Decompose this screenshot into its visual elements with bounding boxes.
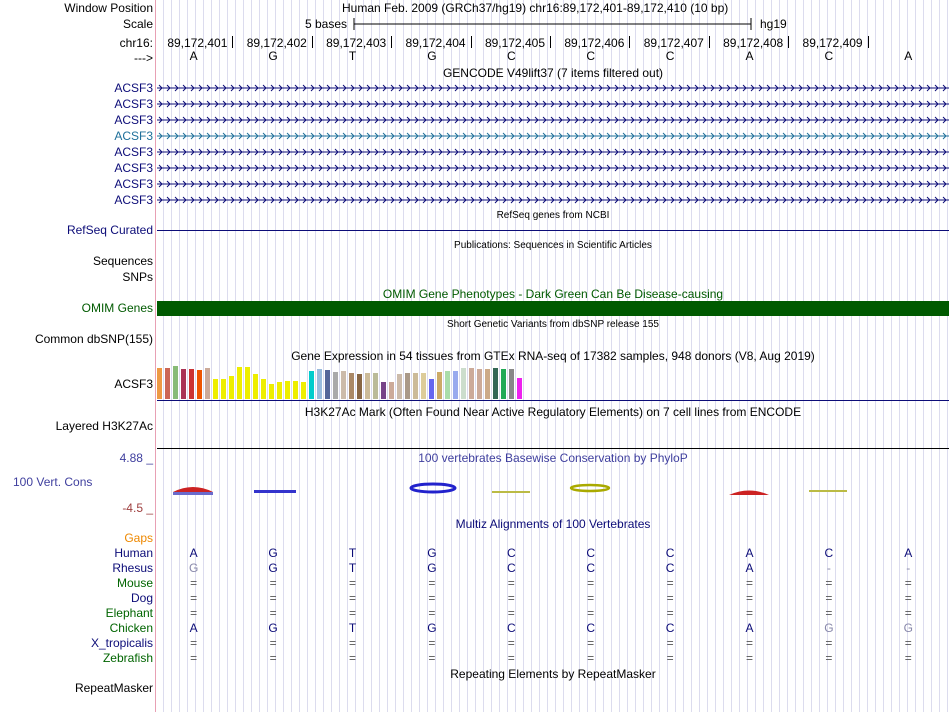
gtex-tissue-bar[interactable]	[277, 382, 282, 399]
alignment-base: =	[587, 591, 595, 605]
alignment-base: -	[906, 561, 911, 575]
scale-text: 5 bases	[305, 17, 348, 31]
coordinate-label: 89,172,403	[326, 36, 387, 50]
coordinate-label: 89,172,405	[484, 36, 545, 50]
chr-label: chr16:	[119, 36, 153, 50]
gtex-tissue-bar[interactable]	[373, 373, 378, 399]
multiz-track-title[interactable]: Multiz Alignments of 100 Vertebrates	[455, 517, 651, 531]
gtex-tissue-bar[interactable]	[197, 370, 202, 399]
alignment-base: C	[665, 621, 675, 635]
gtex-tissue-bar[interactable]	[453, 371, 458, 399]
scale-bar	[353, 17, 753, 31]
gtex-tissue-bar[interactable]	[477, 369, 482, 399]
gencode-track-title[interactable]: GENCODE V49lift37 (7 items filtered out)	[442, 66, 664, 80]
alignment-base: =	[269, 651, 277, 665]
alignment-base: =	[825, 636, 833, 650]
gtex-tissue-bar[interactable]	[245, 367, 250, 399]
gencode-transcript-label[interactable]: ACSF3	[114, 193, 153, 207]
phylop-logo-a-1-base	[173, 492, 213, 495]
alignment-base: =	[348, 636, 356, 650]
coordinate-label: 89,172,408	[723, 36, 784, 50]
alignment-base: A	[189, 546, 198, 560]
repeatmasker-track-title[interactable]: Repeating Elements by RepeatMasker	[450, 667, 656, 681]
gaps-label[interactable]: Gaps	[124, 531, 153, 545]
alignment-base: =	[428, 606, 436, 620]
gtex-tissue-bar[interactable]	[293, 381, 298, 399]
gtex-tissue-bar[interactable]	[309, 371, 314, 399]
base-letter: C	[824, 49, 834, 63]
alignment-base: T	[348, 621, 357, 635]
alignment-base: C	[824, 546, 834, 560]
alignment-base: =	[587, 576, 595, 590]
gtex-tissue-bar[interactable]	[397, 374, 402, 399]
gencode-transcript-line[interactable]	[157, 82, 949, 94]
alignment-base: A	[745, 561, 754, 575]
publications-track-title[interactable]: Publications: Sequences in Scientific Articles	[454, 240, 652, 251]
alignment-base: A	[745, 621, 754, 635]
alignment-base: =	[269, 606, 277, 620]
h3k27ac-label[interactable]: Layered H3K27Ac	[55, 419, 153, 433]
gencode-transcript-line[interactable]	[157, 130, 949, 142]
species-label[interactable]: Rhesus	[112, 561, 153, 575]
phylop-logo-a-1	[173, 487, 213, 492]
position-title: Human Feb. 2009 (GRCh37/hg19) chr16:89,172,401-89,172,410 (10 bp)	[342, 1, 729, 15]
dbsnp-label[interactable]: Common dbSNP(155)	[34, 332, 153, 346]
coordinate-label: 89,172,402	[246, 36, 307, 50]
phylop-logo-g-4	[411, 484, 455, 492]
alignment-base: =	[428, 591, 436, 605]
gtex-tissue-bar[interactable]	[317, 369, 322, 399]
base-letter: G	[427, 49, 437, 63]
phylop-label[interactable]: 100 Vert. Cons	[13, 475, 93, 489]
gtex-tissue-bar[interactable]	[389, 382, 394, 399]
alignment-base: =	[587, 636, 595, 650]
gtex-tissue-bar[interactable]	[461, 368, 466, 399]
base-letter: C	[665, 49, 675, 63]
phylop-max-label: 4.88 _	[119, 451, 153, 465]
h3k27ac-track-title[interactable]: H3K27Ac Mark (Often Found Near Active Regulatory Elements) on 7 cell lines from ENCODE	[304, 405, 802, 419]
alignment-base: C	[665, 561, 675, 575]
gencode-transcript-line[interactable]	[157, 114, 949, 126]
gencode-transcript-line[interactable]	[157, 194, 949, 206]
alignment-base: =	[904, 606, 912, 620]
alignment-base: =	[666, 606, 674, 620]
alignment-base: =	[825, 606, 833, 620]
gtex-tissue-bar[interactable]	[229, 376, 234, 399]
alignment-base: =	[507, 651, 515, 665]
gtex-tissue-bar[interactable]	[301, 382, 306, 399]
alignment-base: T	[348, 561, 357, 575]
species-label[interactable]: Dog	[130, 591, 153, 605]
gtex-tissue-bar[interactable]	[325, 370, 330, 399]
alignment-base: T	[348, 546, 357, 560]
alignment-base: =	[904, 576, 912, 590]
alignment-base: =	[904, 636, 912, 650]
dbsnp-track-title[interactable]: Short Genetic Variants from dbSNP release 155	[447, 319, 659, 330]
base-letter: T	[348, 49, 357, 63]
gencode-transcript-label[interactable]: ACSF3	[114, 97, 153, 111]
alignment-base: =	[190, 636, 198, 650]
gtex-tissue-bar[interactable]	[509, 369, 514, 399]
gtex-tissue-bar[interactable]	[437, 372, 442, 399]
alignment-base: =	[666, 591, 674, 605]
window-position-label: Window Position	[64, 1, 153, 15]
alignment-base: =	[745, 606, 753, 620]
omim-track-title[interactable]: OMIM Gene Phenotypes - Dark Green Can Be Disease-causing	[382, 287, 724, 301]
gencode-transcript-line[interactable]	[157, 98, 949, 110]
base-letter: C	[506, 49, 516, 63]
alignment-base: =	[587, 651, 595, 665]
gtex-tissue-bar[interactable]	[221, 379, 226, 399]
alignment-base: A	[189, 621, 198, 635]
phylop-min-label: -4.5 _	[122, 501, 153, 515]
species-label[interactable]: Chicken	[109, 621, 153, 635]
gencode-transcript-label[interactable]: ACSF3	[114, 129, 153, 143]
alignment-base: =	[348, 576, 356, 590]
alignment-base: =	[745, 636, 753, 650]
gtex-tissue-bar[interactable]	[501, 369, 506, 399]
gencode-transcript-label[interactable]: ACSF3	[114, 81, 153, 95]
gtex-tissue-bar[interactable]	[517, 378, 522, 399]
alignment-base: =	[428, 651, 436, 665]
gtex-tissue-bar[interactable]	[349, 373, 354, 399]
gtex-tissue-bar[interactable]	[269, 384, 274, 399]
gtex-tissue-bar[interactable]	[341, 371, 346, 399]
alignment-base: C	[586, 546, 596, 560]
alignment-base: =	[269, 636, 277, 650]
alignment-base: A	[904, 546, 913, 560]
phylop-logo-a-8	[729, 491, 769, 496]
gtex-tissue-bar[interactable]	[173, 366, 178, 399]
refseq-gene-line[interactable]	[157, 230, 949, 231]
alignment-base: G	[427, 546, 437, 560]
gtex-tissue-bar[interactable]	[357, 374, 362, 399]
alignment-base: =	[825, 651, 833, 665]
alignment-base: =	[666, 651, 674, 665]
coordinate-label: 89,172,407	[643, 36, 704, 50]
gencode-transcript-label[interactable]: ACSF3	[114, 161, 153, 175]
strand-label: --->	[134, 51, 153, 65]
gtex-tissue-bar[interactable]	[165, 368, 170, 399]
alignment-base: =	[348, 606, 356, 620]
gtex-track-title[interactable]: Gene Expression in 54 tissues from GTEx RNA-seq of 17382 samples, 948 donors (V8, Aug 2019)	[291, 349, 815, 363]
alignment-base: C	[586, 621, 596, 635]
gencode-transcript-line[interactable]	[157, 162, 949, 174]
phylop-logo-c-5	[492, 491, 530, 493]
gtex-tissue-bar[interactable]	[413, 373, 418, 399]
species-label[interactable]: Elephant	[105, 606, 153, 620]
coordinate-label: 89,172,406	[564, 36, 625, 50]
base-letter: A	[904, 49, 913, 63]
scale-label: Scale	[122, 17, 153, 31]
alignment-base: =	[745, 591, 753, 605]
alignment-base: A	[745, 546, 754, 560]
species-label[interactable]: Human	[114, 546, 153, 560]
gtex-tissue-bar[interactable]	[253, 374, 258, 399]
coordinate-label: 89,172,404	[405, 36, 466, 50]
alignment-base: =	[825, 591, 833, 605]
gtex-tissue-bar[interactable]	[485, 369, 490, 399]
sequences-label[interactable]: Sequences	[92, 254, 153, 268]
gencode-transcript-line[interactable]	[157, 146, 949, 158]
alignment-base: G	[903, 621, 913, 635]
alignment-base: =	[507, 606, 515, 620]
phylop-conservation-logo[interactable]	[157, 478, 949, 502]
alignment-base: =	[745, 576, 753, 590]
gtex-tissue-bar[interactable]	[181, 369, 186, 399]
alignment-base: =	[428, 576, 436, 590]
base-letter: A	[745, 49, 754, 63]
gtex-tissue-bar[interactable]	[365, 373, 370, 399]
alignment-base: =	[348, 591, 356, 605]
gtex-tissue-bar[interactable]	[381, 382, 386, 399]
alignment-base: =	[507, 636, 515, 650]
gencode-transcript-label[interactable]: ACSF3	[114, 145, 153, 159]
h3k27ac-baseline	[157, 448, 949, 449]
gencode-transcript-line[interactable]	[157, 178, 949, 190]
refseq-track-title[interactable]: RefSeq genes from NCBI	[496, 210, 610, 221]
gencode-transcript-label[interactable]: ACSF3	[114, 113, 153, 127]
alignment-base: =	[269, 591, 277, 605]
gencode-transcript-label[interactable]: ACSF3	[114, 177, 153, 191]
alignment-base: C	[586, 561, 596, 575]
alignment-base: =	[190, 606, 198, 620]
alignment-base: =	[507, 576, 515, 590]
alignment-base: =	[190, 576, 198, 590]
phylop-logo-c-6	[571, 485, 609, 491]
phylop-logo-g-2	[254, 490, 296, 493]
alignment-base: C	[665, 546, 675, 560]
species-label[interactable]: Mouse	[116, 576, 153, 590]
gtex-tissue-bar[interactable]	[429, 379, 434, 399]
omim-gene-bar[interactable]	[157, 301, 949, 316]
alignment-base: G	[189, 561, 199, 575]
alignment-base: =	[190, 651, 198, 665]
base-letter: C	[586, 49, 596, 63]
gtex-tissue-bar[interactable]	[237, 367, 242, 399]
alignment-base: C	[506, 546, 516, 560]
gtex-tissue-bar[interactable]	[333, 372, 338, 399]
alignment-base: G	[268, 561, 278, 575]
coordinate-label: 89,172,401	[167, 36, 228, 50]
assembly-label: hg19	[760, 17, 787, 31]
alignment-base: C	[506, 561, 516, 575]
alignment-base: C	[506, 621, 516, 635]
alignment-base: =	[348, 651, 356, 665]
gtex-tissue-bar[interactable]	[213, 379, 218, 399]
alignment-base: G	[427, 621, 437, 635]
alignment-base: G	[268, 621, 278, 635]
gtex-tissue-bar[interactable]	[421, 373, 426, 399]
gtex-tissue-bar[interactable]	[469, 368, 474, 399]
alignment-base: =	[269, 576, 277, 590]
coordinate-label: 89,172,409	[802, 36, 863, 50]
gtex-tissue-bar[interactable]	[205, 368, 210, 399]
alignment-base: =	[904, 591, 912, 605]
alignment-base: G	[427, 561, 437, 575]
alignment-base: =	[428, 636, 436, 650]
gtex-tissue-bar[interactable]	[189, 369, 194, 399]
phylop-track-title[interactable]: 100 vertebrates Basewise Conservation by PhyloP	[418, 451, 688, 465]
coordinate-tick	[868, 36, 869, 48]
repeatmasker-label[interactable]: RepeatMasker	[74, 681, 153, 695]
gtex-tissue-bar[interactable]	[445, 371, 450, 399]
refseq-label[interactable]: RefSeq Curated	[66, 223, 153, 237]
alignment-base: =	[745, 651, 753, 665]
alignment-base: =	[587, 606, 595, 620]
gtex-tissue-bar[interactable]	[285, 381, 290, 399]
phylop-logo-c-9	[809, 490, 847, 492]
gtex-tissue-bar[interactable]	[157, 368, 162, 399]
gtex-label[interactable]: ACSF3	[114, 377, 153, 391]
base-letter: G	[268, 49, 278, 63]
snps-label[interactable]: SNPs	[122, 270, 153, 284]
base-letter: A	[189, 49, 198, 63]
alignment-base: =	[666, 576, 674, 590]
gtex-tissue-bar[interactable]	[493, 368, 498, 399]
alignment-base: =	[507, 591, 515, 605]
species-label[interactable]: X_tropicalis	[90, 636, 153, 650]
omim-label[interactable]: OMIM Genes	[81, 301, 153, 315]
alignment-base: =	[904, 651, 912, 665]
alignment-base: =	[190, 591, 198, 605]
alignment-base: -	[826, 561, 831, 575]
gtex-gene-line	[157, 400, 949, 401]
alignment-base: =	[666, 636, 674, 650]
species-label[interactable]: Zebrafish	[102, 651, 153, 665]
gtex-tissue-bar[interactable]	[405, 373, 410, 399]
alignment-base: =	[825, 576, 833, 590]
alignment-base: G	[268, 546, 278, 560]
alignment-base: G	[824, 621, 834, 635]
gtex-tissue-bar[interactable]	[261, 379, 266, 399]
